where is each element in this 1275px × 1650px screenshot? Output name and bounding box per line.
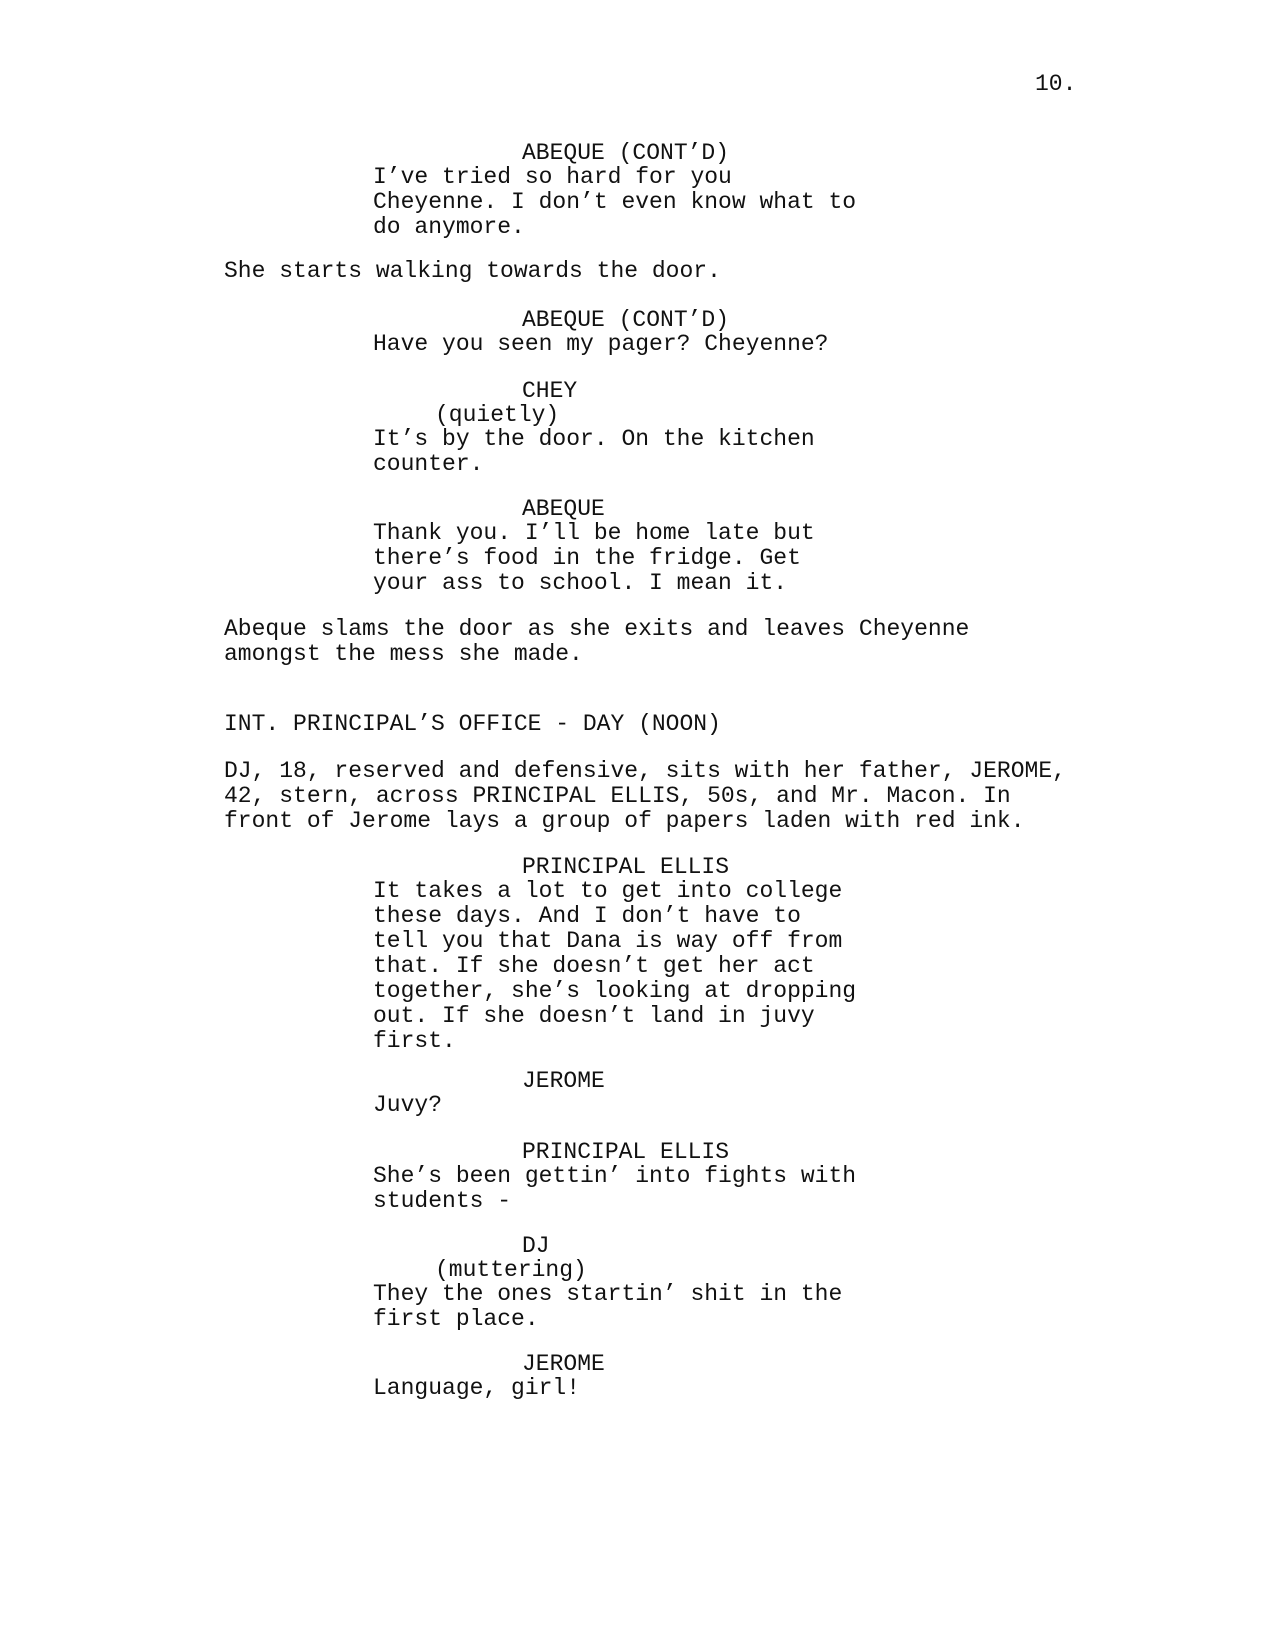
- dialogue: It takes a lot to get into college these days. And I don’t have to tell you that Dana is way off from that. If she doesn’t get her act together, she’s looking at dropping out. If she doesn’t land in juvy first.: [373, 878, 857, 1054]
- action-line: DJ, 18, reserved and defensive, sits with her father, JEROME, 42, stern, across PRINCIPAL ELLIS, 50s, and Mr. Macon. In front of Jerome lays a group of papers laden with red ink.: [224, 758, 1066, 834]
- dialogue: I’ve tried so hard for you Cheyenne. I don’t even know what to do anymore.: [373, 164, 857, 240]
- scene-heading: INT. PRINCIPAL’S OFFICE - DAY (NOON): [224, 711, 721, 737]
- dialogue: Thank you. I’ll be home late but there’s food in the fridge. Get your ass to school. I mean it.: [373, 520, 815, 596]
- character-cue: ABEQUE (CONT’D): [522, 140, 730, 166]
- dialogue: Have you seen my pager? Cheyenne?: [373, 331, 829, 357]
- dialogue: They the ones startin’ shit in the first place.: [373, 1281, 843, 1332]
- dialogue: She’s been gettin’ into fights with students -: [373, 1163, 857, 1214]
- dialogue: Language, girl!: [373, 1375, 581, 1401]
- character-cue: JEROME: [522, 1351, 605, 1377]
- character-cue: PRINCIPAL ELLIS: [522, 854, 730, 880]
- character-cue: PRINCIPAL ELLIS: [522, 1139, 730, 1165]
- parenthetical: (quietly): [435, 402, 560, 428]
- character-cue: ABEQUE (CONT’D): [522, 307, 730, 333]
- parenthetical: (muttering): [435, 1257, 587, 1283]
- action-line: Abeque slams the door as she exits and leaves Cheyenne amongst the mess she made.: [224, 616, 970, 667]
- action-line: She starts walking towards the door.: [224, 258, 721, 284]
- dialogue: Juvy?: [373, 1092, 443, 1118]
- character-cue: ABEQUE: [522, 496, 605, 522]
- character-cue: JEROME: [522, 1068, 605, 1094]
- page-number: 10.: [1035, 71, 1077, 97]
- character-cue: DJ: [522, 1233, 550, 1259]
- character-cue: CHEY: [522, 378, 578, 404]
- dialogue: It’s by the door. On the kitchen counter.: [373, 426, 815, 477]
